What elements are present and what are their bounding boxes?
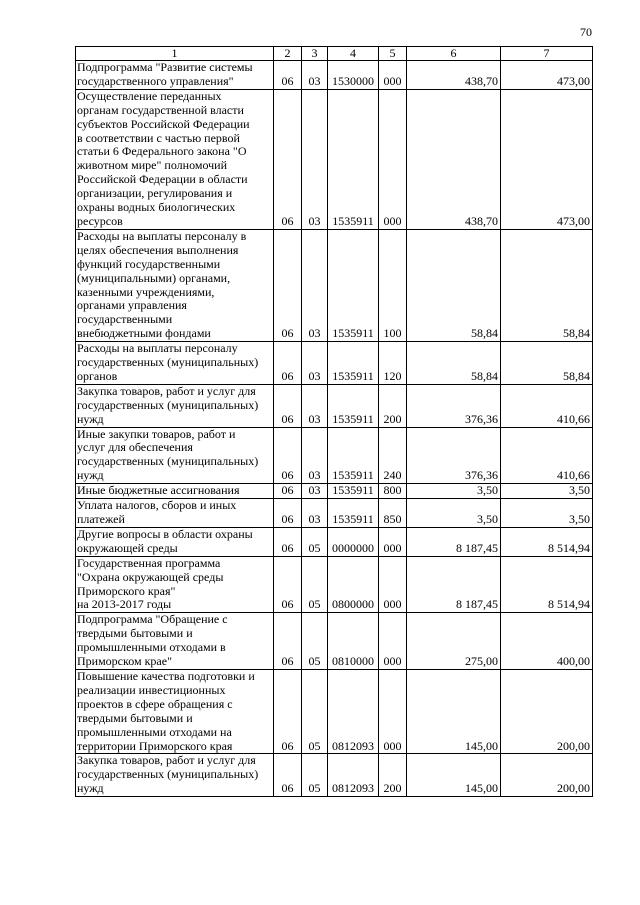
table-row <box>76 556 593 613</box>
section-code: 06 <box>274 61 302 90</box>
description-line: ресурсов <box>77 213 123 228</box>
description-line: "Охрана окружающей среды <box>77 569 224 584</box>
row-description <box>76 527 274 556</box>
amount-col-7: 3,50 <box>501 499 593 528</box>
amount-col-6: 145,00 <box>407 669 501 753</box>
table-row <box>76 427 593 484</box>
expense-type-code: 000 <box>379 669 407 753</box>
section-code: 06 <box>274 754 302 797</box>
description-line: твердыми бытовыми и <box>77 710 193 725</box>
target-article-code: 1535911 <box>328 89 379 229</box>
subsection-code: 03 <box>302 89 328 229</box>
row-description <box>76 342 274 385</box>
row-description <box>76 61 274 90</box>
amount-col-6: 58,84 <box>407 229 501 341</box>
description-line: реализации инвестиционных <box>77 682 226 697</box>
expense-type-code: 850 <box>379 499 407 528</box>
description-line: государственных (муниципальных) <box>77 355 259 370</box>
expense-type-code: 000 <box>379 61 407 90</box>
amount-col-6: 8 187,45 <box>407 556 501 613</box>
column-header: 1 <box>76 47 274 61</box>
description-line: твердыми бытовыми и <box>77 626 193 641</box>
amount-col-7: 410,66 <box>501 384 593 427</box>
description-line: Подпрограмма "Обращение с <box>77 612 228 627</box>
subsection-code: 03 <box>302 61 328 90</box>
target-article-code: 1535911 <box>328 499 379 528</box>
row-description <box>76 613 274 670</box>
table-row <box>76 61 593 90</box>
amount-col-6: 145,00 <box>407 754 501 797</box>
amount-col-6: 3,50 <box>407 484 501 499</box>
expense-type-code: 200 <box>379 384 407 427</box>
section-code: 06 <box>274 427 302 484</box>
table-row <box>76 484 593 499</box>
description-line: проектов в сфере обращения с <box>77 696 233 711</box>
description-line: Приморского края" <box>77 583 176 598</box>
subsection-code: 03 <box>302 484 328 499</box>
amount-col-7: 473,00 <box>501 61 593 90</box>
description-line: платежей <box>77 512 125 526</box>
target-article-code: 1535911 <box>328 342 379 385</box>
subsection-code: 03 <box>302 499 328 528</box>
table-row <box>76 229 593 341</box>
subsection-code: 05 <box>302 754 328 797</box>
description-line: территории Приморского края <box>77 738 233 753</box>
row-description <box>76 556 274 613</box>
amount-col-6: 275,00 <box>407 613 501 670</box>
section-code: 06 <box>274 499 302 528</box>
description-line: нужд <box>77 411 104 426</box>
expense-type-code: 000 <box>379 613 407 670</box>
subsection-code: 05 <box>302 613 328 670</box>
subsection-code: 05 <box>302 527 328 556</box>
amount-col-7: 3,50 <box>501 484 593 499</box>
description-line: государственных (муниципальных) <box>77 767 259 782</box>
description-line: целях обеспечения выполнения <box>77 242 239 257</box>
description-line: Другие вопросы в области охраны <box>77 526 253 541</box>
amount-col-6: 8 187,45 <box>407 527 501 556</box>
section-code: 06 <box>274 527 302 556</box>
expense-type-code: 800 <box>379 484 407 499</box>
amount-col-7: 473,00 <box>501 89 593 229</box>
description-line: субъектов Российской Федерации <box>77 116 250 131</box>
header-row <box>76 47 593 61</box>
amount-col-6: 376,36 <box>407 384 501 427</box>
target-article-code: 1535911 <box>328 427 379 484</box>
section-code: 06 <box>274 342 302 385</box>
description-line: Закупка товаров, работ и услуг для <box>77 753 256 768</box>
description-line: государственного управления" <box>77 73 234 88</box>
target-article-code: 1535911 <box>328 229 379 341</box>
row-description <box>76 484 274 499</box>
amount-col-7: 200,00 <box>501 669 593 753</box>
description-line: Закупка товаров, работ и услуг для <box>77 383 256 398</box>
page-number: 70 <box>580 25 592 39</box>
description-line: окружающей среды <box>77 540 178 555</box>
description-line: Уплата налогов, сборов и иных <box>77 498 237 513</box>
description-line: органов <box>77 368 118 383</box>
description-line: Расходы на выплаты персоналу <box>77 341 238 356</box>
row-description <box>76 89 274 229</box>
description-line: Приморском крае" <box>77 654 172 669</box>
description-line: промышленными отходами на <box>77 724 232 739</box>
expense-type-code: 000 <box>379 527 407 556</box>
column-header: 6 <box>407 47 501 61</box>
description-line: Иные бюджетные ассигнования <box>77 483 240 498</box>
table-row <box>76 669 593 753</box>
section-code: 06 <box>274 229 302 341</box>
subsection-code: 03 <box>302 229 328 341</box>
description-line: государственных (муниципальных) <box>77 454 259 469</box>
amount-col-6: 58,84 <box>407 342 501 385</box>
description-line: органам государственной власти <box>77 102 244 117</box>
description-line: Иные закупки товаров, работ и <box>77 426 236 441</box>
table-row <box>76 527 593 556</box>
section-code: 06 <box>274 556 302 613</box>
amount-col-7: 410,66 <box>501 427 593 484</box>
description-line: услуг для обеспечения <box>77 440 193 455</box>
column-header: 5 <box>379 47 407 61</box>
target-article-code: 1535911 <box>328 484 379 499</box>
expense-type-code: 240 <box>379 427 407 484</box>
description-line: охраны водных биологических <box>77 200 236 215</box>
amount-col-6: 438,70 <box>407 61 501 90</box>
expense-type-code: 000 <box>379 556 407 613</box>
expense-type-code: 200 <box>379 754 407 797</box>
description-line: организации, регулирования и <box>77 186 233 201</box>
description-line: нужд <box>77 468 104 483</box>
description-line: казенными учреждениями, <box>77 284 215 299</box>
description-line: нужд <box>77 781 104 796</box>
table-row <box>76 89 593 229</box>
subsection-code: 03 <box>302 427 328 484</box>
description-line: Подпрограмма "Развитие системы <box>77 60 253 74</box>
subsection-code: 05 <box>302 669 328 753</box>
table-body <box>76 61 593 797</box>
column-header: 4 <box>328 47 379 61</box>
amount-col-7: 8 514,94 <box>501 556 593 613</box>
section-code: 06 <box>274 384 302 427</box>
description-line: статьи 6 Федерального закона "О <box>77 144 247 159</box>
expense-type-code: 120 <box>379 342 407 385</box>
amount-col-6: 376,36 <box>407 427 501 484</box>
target-article-code: 0000000 <box>328 527 379 556</box>
subsection-code: 05 <box>302 556 328 613</box>
description-line: органами управления <box>77 298 187 313</box>
amount-col-7: 400,00 <box>501 613 593 670</box>
budget-table <box>75 46 593 797</box>
table-row <box>76 499 593 528</box>
description-line: Государственная программа <box>77 555 221 570</box>
section-code: 06 <box>274 89 302 229</box>
description-line: (муниципальными) органами, <box>77 270 231 285</box>
description-line: государственных (муниципальных) <box>77 397 259 412</box>
target-article-code: 0812093 <box>328 669 379 753</box>
expense-type-code: 100 <box>379 229 407 341</box>
section-code: 06 <box>274 669 302 753</box>
column-header: 7 <box>501 47 593 61</box>
description-line: в соответствии с частью первой <box>77 130 240 145</box>
amount-col-7: 200,00 <box>501 754 593 797</box>
description-line: Расходы на выплаты персоналу в <box>77 228 247 243</box>
row-description <box>76 384 274 427</box>
description-line: промышленными отходами в <box>77 640 226 655</box>
description-line: Повышение качества подготовки и <box>77 668 255 683</box>
column-header: 2 <box>274 47 302 61</box>
amount-col-7: 58,84 <box>501 229 593 341</box>
subsection-code: 03 <box>302 342 328 385</box>
row-description <box>76 669 274 753</box>
description-line: государственными <box>77 312 173 327</box>
description-line: Осуществление переданных <box>77 88 222 103</box>
row-description <box>76 427 274 484</box>
amount-col-6: 3,50 <box>407 499 501 528</box>
target-article-code: 1535911 <box>328 384 379 427</box>
subsection-code: 03 <box>302 384 328 427</box>
expense-type-code: 000 <box>379 89 407 229</box>
row-description <box>76 229 274 341</box>
description-line: функций государственными <box>77 256 221 271</box>
description-line: внебюджетными фондами <box>77 326 211 341</box>
row-description <box>76 754 274 797</box>
target-article-code: 0810000 <box>328 613 379 670</box>
table-row <box>76 342 593 385</box>
column-header: 3 <box>302 47 328 61</box>
target-article-code: 0812093 <box>328 754 379 797</box>
section-code: 06 <box>274 613 302 670</box>
description-line: животном мире" полномочий <box>77 158 228 173</box>
table-row <box>76 613 593 670</box>
description-line: Российской Федерации в области <box>77 172 248 187</box>
target-article-code: 0800000 <box>328 556 379 613</box>
amount-col-7: 8 514,94 <box>501 527 593 556</box>
table-row <box>76 754 593 797</box>
amount-col-7: 58,84 <box>501 342 593 385</box>
amount-col-6: 438,70 <box>407 89 501 229</box>
table-row <box>76 384 593 427</box>
target-article-code: 1530000 <box>328 61 379 90</box>
section-code: 06 <box>274 484 302 499</box>
row-description <box>76 499 274 528</box>
description-line: на 2013-2017 годы <box>77 597 172 612</box>
